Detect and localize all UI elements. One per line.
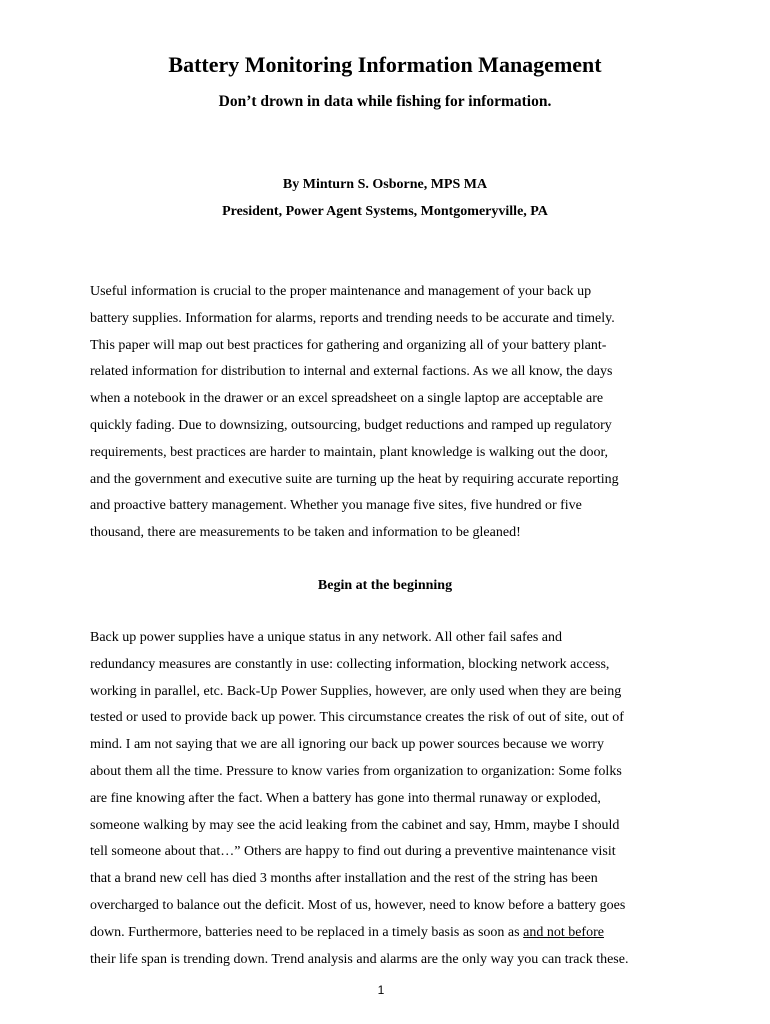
paragraph-line: redundancy measures are constantly in use: collecting information, blocking network access, [90,656,610,672]
paragraph-line: This paper will map out best practices for gathering and organizing all of your battery plant- [90,337,607,353]
paragraph-line: that a brand new cell has died 3 months after installation and the rest of the string has been [90,871,598,887]
paragraph-line: quickly fading. Due to downsizing, outsourcing, budget reductions and ramped up regulatory [90,417,612,433]
paragraph-line: someone walking by may see the acid leaking from the cabinet and say, Hmm, maybe I should [90,817,620,833]
document-subtitle: Don’t drown in data while fishing for information. [218,93,552,110]
paragraph-line [90,920,680,947]
paragraph-line: overcharged to balance out the deficit. Most of us, however, need to know before a battery goes [90,897,626,913]
paragraph-line: tell someone about that…” Others are happy to find out during a preventive maintenance visit [90,844,616,860]
paragraph-line: tested or used to provide back up power. This circumstance creates the risk of out of site, out of [90,710,624,726]
paragraph-line: related information for distribution to internal and external factions. As we all know, the days [90,364,613,380]
paragraph-line: and the government and executive suite are turning up the heat by requiring accurate reporting [90,471,619,487]
paragraph-line: battery supplies. Information for alarms, reports and trending needs to be accurate and timely. [90,310,615,326]
section-paragraph [90,625,680,973]
author-affiliation: President, Power Agent Systems, Montgomeryville, PA [222,204,548,219]
intro-paragraph [90,279,680,547]
paragraph-line: and proactive battery management. Whether you manage five sites, five hundred or five [90,498,582,514]
paragraph-line: working in parallel, etc. Back-Up Power Supplies, however, are only used when they are being [90,683,622,699]
paragraph-line: about them all the time. Pressure to know varies from organization to organization: Some folks [90,763,622,779]
document-title: Battery Monitoring Information Management [168,52,602,77]
paragraph-line: when a notebook in the drawer or an excel spreadsheet on a single laptop are acceptable are [90,391,604,407]
paragraph-line-text: down. Furthermore, batteries need to be replaced in a timely basis as soon as [90,924,524,940]
section-heading: Begin at the beginning [317,578,453,593]
page-number: 1 [377,983,385,997]
author-line: By Minturn S. Osborne, MPS MA [282,177,488,192]
paragraph-line: are fine knowing after the fact. When a battery has gone into thermal runaway or exploded, [90,790,601,806]
paragraph-line: Useful information is crucial to the proper maintenance and management of your back up [90,284,592,299]
paragraph-line: mind. I am not saying that we are all ignoring our back up power sources because we worry [90,737,604,753]
underlined-emphasis: and not before [523,924,604,940]
paragraph-line: Back up power supplies have a unique status in any network. All other fail safes and [90,630,562,645]
paragraph-line: thousand, there are measurements to be taken and information to be gleaned! [90,525,521,541]
paragraph-line: requirements, best practices are harder to maintain, plant knowledge is walking out the door, [90,444,609,460]
paragraph-line: their life span is trending down. Trend analysis and alarms are the only way you can track these. [90,951,629,967]
